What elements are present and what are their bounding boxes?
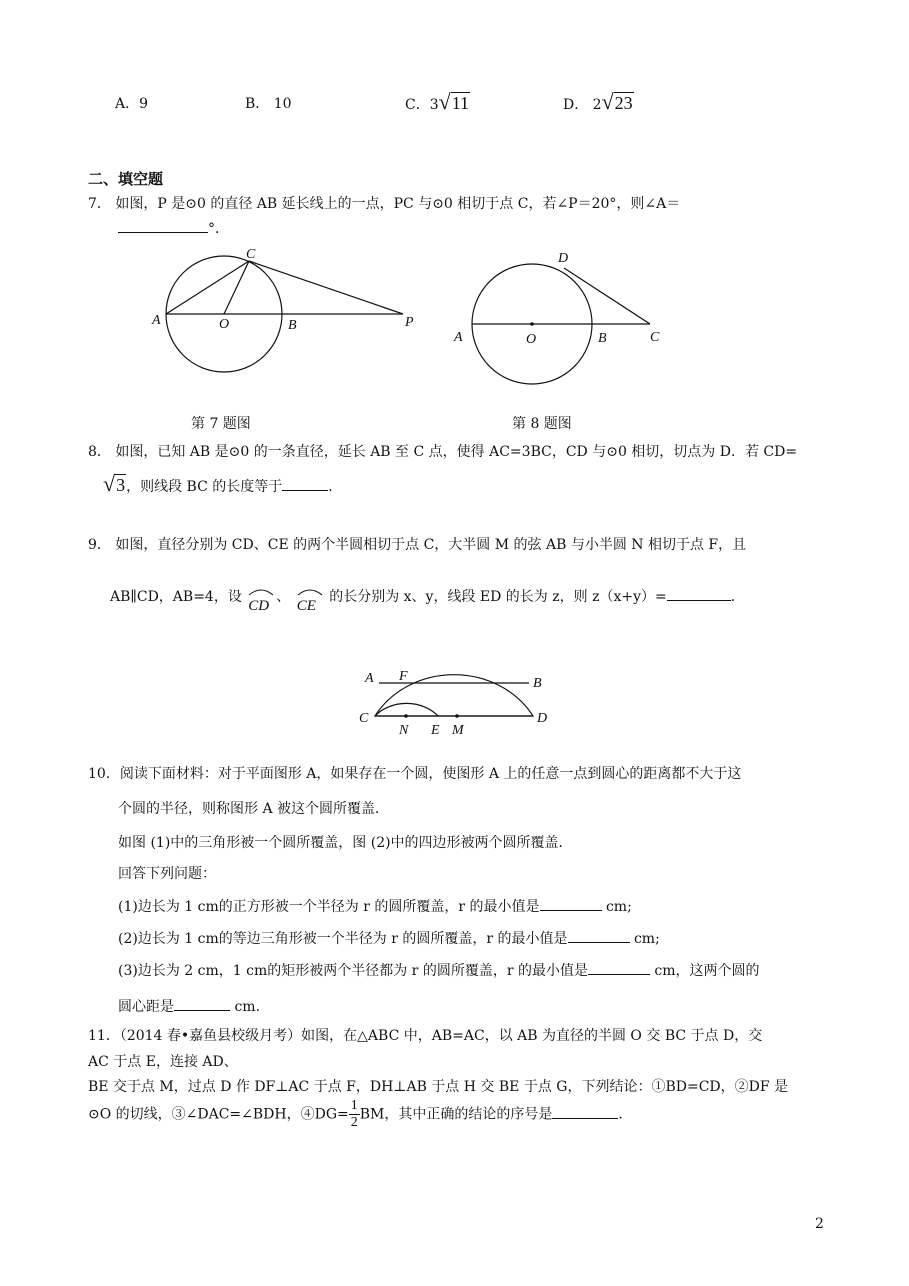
fig7-caption: 第 7 题图 — [191, 416, 251, 432]
q7-line2: °． — [118, 218, 229, 239]
q9-line2: AB∥CD，AB=4，设 CD 、 CE 的长分别为 x、y，线段 ED 的长为 z，则 z（x+y）= ． — [110, 586, 745, 607]
fig9-label-m: M — [452, 723, 464, 738]
q11-line3: BE 交于点 M，过点 D 作 DF⊥AC 于点 F，DH⊥AB 于点 H 交 BE 于点 G，下列结论：①BD=CD，②DF 是 — [88, 1079, 789, 1095]
q9-answer-blank[interactable] — [667, 586, 731, 601]
fig9-label-a: A — [365, 671, 374, 686]
fig9-label-c: C — [359, 711, 369, 726]
q10-item2-blank[interactable] — [568, 928, 630, 943]
fig7-label-a: A — [152, 313, 161, 328]
fig8-label-b: B — [598, 331, 607, 346]
fig9-label-d: D — [537, 711, 548, 726]
q10-item4: 圆心距是 cm. — [118, 996, 260, 1017]
q9-line1: 9． 如图，直径分别为 CD、CE 的两个半圆相切于点 C，大半圆 M 的弦 AB 与小半圆 N 相切于点 F，且 — [88, 537, 747, 553]
q10-line3: 如图 (1)中的三角形被一个圆所覆盖，图 (2)中的四边形被两个圆所覆盖． — [118, 835, 573, 851]
fig9-label-e: E — [431, 723, 440, 738]
fig8-label-o: O — [526, 332, 537, 347]
fig9-label-f: F — [399, 669, 408, 684]
q10-line1: 10．阅读下面材料：对于平面图形 A，如果存在一个圆，使图形 A 上的任意一点到圆心的距离都不大于这 — [88, 766, 742, 782]
q7-line1: 7． 如图，P 是⊙0 的直径 AB 延长线上的一点，PC 与⊙0 相切于点 C，若∠P＝20°，则∠A＝ — [88, 196, 681, 212]
option-a: A．9 — [115, 96, 149, 112]
q11-line1: 11．（2014 春•嘉鱼县校级月考）如图，在△ABC 中，AB=AC，以 AB 为直径的半圆 O 交 BC 于点 D，交 — [88, 1028, 763, 1044]
fig8-label-d: D — [558, 251, 569, 266]
q10-item1: (1)边长为 1 cm的正方形被一个半径为 r 的圆所覆盖，r 的最小值是 cm; — [118, 896, 632, 917]
fig8-label-a: A — [454, 330, 463, 345]
q10-item2: (2)边长为 1 cm的等边三角形被一个半径为 r 的圆所覆盖，r 的最小值是 cm; — [118, 928, 660, 949]
q10-item4-blank[interactable] — [174, 996, 230, 1011]
option-b: B． 10 — [245, 96, 292, 112]
q10-item1-blank[interactable] — [540, 896, 602, 911]
arc-ce: CE — [295, 586, 325, 604]
q8-line2: √3，则线段 BC 的长度等于 ． — [103, 471, 343, 496]
fig8-caption: 第 8 题图 — [512, 416, 572, 432]
option-c: C．3√11 — [405, 89, 470, 114]
fig9-label-b: B — [533, 676, 542, 691]
q10-item3: (3)边长为 2 cm，1 cm的矩形被两个半径都为 r 的圆所覆盖，r 的最小值是 cm，这两个圆的 — [118, 960, 760, 981]
q11-line2: AC 于点 E，连接 AD、 — [88, 1054, 238, 1070]
fig8-label-c: C — [650, 330, 660, 345]
figure-7 — [145, 245, 425, 385]
fig9-label-n: N — [399, 723, 409, 738]
q10-line4: 回答下列问题： — [118, 866, 216, 882]
fig7-label-p: P — [405, 315, 414, 330]
page-number: 2 — [815, 1216, 824, 1232]
fig7-label-o: O — [219, 317, 230, 332]
q11-answer-blank[interactable] — [552, 1104, 618, 1119]
fraction-one-half: $\frac{1}{2}$ — [350, 1098, 358, 1130]
option-d: D． 2√23 — [563, 89, 633, 114]
fig7-label-c: C — [246, 247, 256, 262]
q10-line2: 个圆的半径，则称图形 A 被这个圆所覆盖． — [118, 801, 390, 817]
q11-line4: ⊙O 的切线，③∠DAC=∠BDH，④DG= $\frac{1}{2}$ BM，其中正确的结论的序号是 ． — [88, 1098, 633, 1130]
q8-answer-blank[interactable] — [282, 476, 328, 491]
figure-8 — [450, 245, 670, 390]
figure-9 — [355, 620, 565, 745]
q10-item3-blank[interactable] — [588, 960, 650, 975]
fig7-label-b: B — [288, 318, 297, 333]
section-title: 二、填空题 — [88, 170, 164, 188]
arc-cd: CD — [246, 586, 276, 604]
q7-answer-blank[interactable] — [118, 218, 208, 233]
q8-line1: 8． 如图，已知 AB 是⊙0 的一条直径，延长 AB 至 C 点，使得 AC=3BC，CD 与⊙0 相切，切点为 D．若 CD= — [88, 444, 798, 460]
